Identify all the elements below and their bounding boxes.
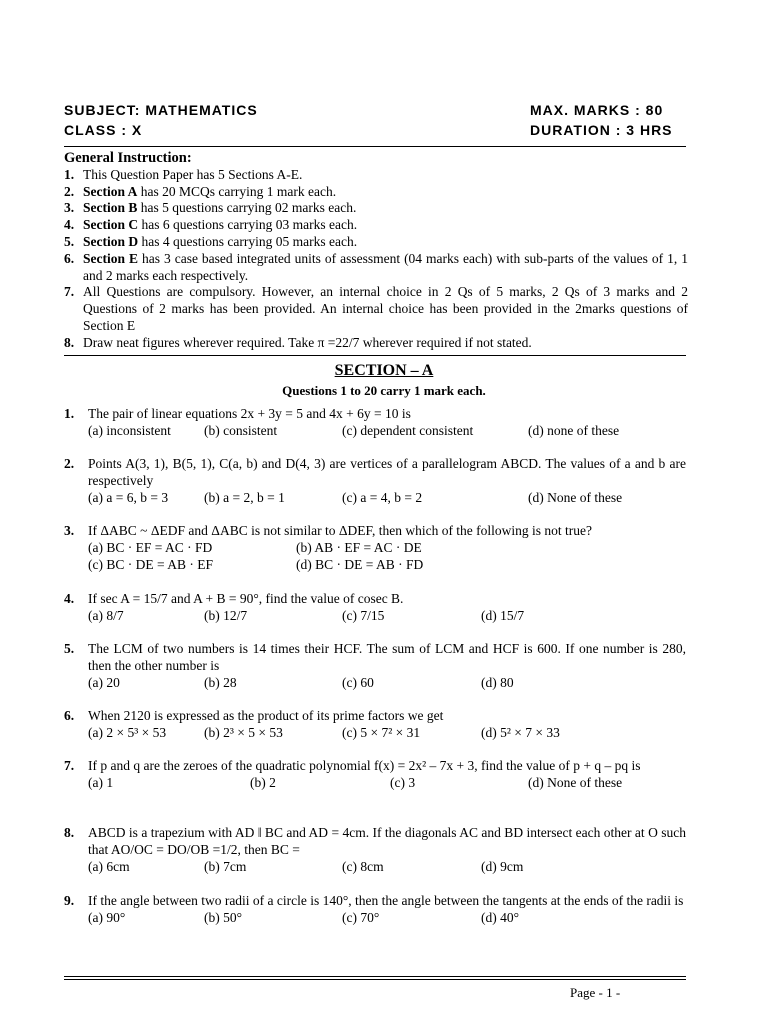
- option-c: (c) dependent consistent: [342, 422, 474, 438]
- instruction-number: 6.: [64, 250, 75, 266]
- instruction-bold: Section A: [83, 183, 138, 199]
- option-d: (d) 80: [481, 674, 514, 690]
- question-text: If the angle between two radii of a circle is 140°, then the angle between the tangents at the ends of the radii is: [88, 893, 684, 908]
- question-item: [64, 406, 686, 440]
- max-marks-label: MAX. MARKS : 80: [530, 102, 664, 118]
- question-item: [64, 825, 686, 876]
- question-text: If ΔABC ~ ΔEDF and ΔABC is not similar to ΔDEF, then which of the following is not true?: [88, 523, 593, 538]
- section-subtitle: Questions 1 to 20 carry 1 mark each.: [282, 383, 486, 398]
- question-number: 7.: [64, 758, 75, 773]
- question-options: [88, 775, 686, 792]
- instructions-title: General Instruction:: [64, 150, 192, 166]
- option-a: (a) BC · EF = AC · FD: [88, 539, 213, 555]
- instruction-item: [64, 200, 688, 217]
- option-c: (c) 70°: [342, 909, 380, 925]
- option-b: (b) 28: [204, 674, 237, 690]
- option-a: (a) a = 6, b = 3: [88, 489, 169, 505]
- instruction-number: 8.: [64, 334, 75, 350]
- option-a: (a) 20: [88, 674, 120, 690]
- instruction-text: has 4 questions carrying 05 marks each.: [138, 233, 358, 249]
- question-number: 9.: [64, 893, 75, 908]
- question-item: [64, 893, 686, 927]
- option-c: (c) BC · DE = AB · EF: [88, 556, 213, 572]
- instruction-number: 2.: [64, 183, 75, 199]
- option-d: (d) 15/7: [481, 607, 525, 623]
- instruction-text: has 5 questions carrying 02 marks each.: [137, 200, 357, 216]
- question-item: [64, 523, 686, 574]
- question-number: 4.: [64, 591, 75, 606]
- option-c: (c) 60: [342, 674, 374, 690]
- section-title-text: SECTION – A: [334, 362, 434, 379]
- question-text: The LCM of two numbers is 14 times their HCF. The sum of LCM and HCF is 600. If one number is 280, then the other number is: [88, 641, 686, 673]
- instruction-bold: Section E: [83, 250, 138, 266]
- option-a: (a) inconsistent: [88, 422, 171, 438]
- question-number: 8.: [64, 825, 75, 840]
- option-d: (d) 9cm: [481, 858, 524, 874]
- question-number: 6.: [64, 708, 75, 723]
- instruction-item: [64, 167, 688, 184]
- option-c: (c) 8cm: [342, 858, 384, 874]
- instruction-bold: Section D: [83, 233, 139, 249]
- question-options: [88, 910, 686, 927]
- question-options: [88, 540, 686, 557]
- question-options: [88, 423, 686, 440]
- option-b: (b) AB · EF = AC · DE: [296, 539, 422, 555]
- footer-rule-top: [64, 976, 686, 977]
- question-text: If p and q are the zeroes of the quadratic polynomial f(x) = 2x² – 7x + 3, find the value of p + q – pq is: [88, 758, 641, 773]
- option-d: (d) None of these: [528, 489, 623, 505]
- option-c: (c) 5 × 7² × 31: [342, 724, 421, 740]
- option-c: (c) a = 4, b = 2: [342, 489, 423, 505]
- option-a: (a) 8/7: [88, 607, 124, 623]
- option-d: (d) 5² × 7 × 33: [481, 724, 560, 740]
- instruction-item: [64, 217, 688, 234]
- question-text: The pair of linear equations 2x + 3y = 5 and 4x + 6y = 10 is: [88, 406, 411, 421]
- instruction-bold: Section B: [83, 200, 138, 216]
- option-a: (a) 6cm: [88, 858, 130, 874]
- option-a: (a) 2 × 5³ × 53: [88, 724, 167, 740]
- question-item: [64, 456, 686, 507]
- instruction-text: has 6 questions carrying 03 marks each.: [138, 217, 358, 233]
- option-b: (b) 2: [250, 774, 276, 790]
- question-text: When 2120 is expressed as the product of its prime factors we get: [88, 708, 444, 723]
- option-b: (b) 7cm: [204, 858, 247, 874]
- question-options: [88, 725, 686, 742]
- question-item: [64, 708, 686, 742]
- option-d: (d) none of these: [528, 422, 620, 438]
- question-item: [64, 641, 686, 692]
- question-text: Points A(3, 1), B(5, 1), C(a, b) and D(4, 3) are vertices of a parallelogram ABCD. The values of a and b are respectively: [88, 456, 686, 488]
- instruction-number: 1.: [64, 166, 75, 182]
- duration-label: DURATION : 3 HRS: [530, 122, 673, 138]
- option-c: (c) 3: [390, 774, 416, 790]
- instruction-text: has 3 case based integrated units of assessment (04 marks each) with sub-parts of the values of 1, 1 and 2 marks each respectively.: [83, 250, 688, 283]
- option-d: (d) None of these: [528, 774, 623, 790]
- question-options: [88, 859, 686, 876]
- footer-rule-bottom: [64, 979, 686, 980]
- instruction-item: [64, 234, 688, 251]
- instruction-item: [64, 335, 688, 352]
- section-title: [0, 362, 768, 380]
- instruction-text: This Question Paper has 5 Sections A-E.: [83, 166, 303, 182]
- question-text: If sec A = 15/7 and A + B = 90°, find the value of cosec B.: [88, 591, 404, 606]
- class-label: CLASS : X: [64, 122, 143, 138]
- question-number: 1.: [64, 406, 75, 421]
- option-b: (b) consistent: [204, 422, 278, 438]
- instruction-item: [64, 184, 688, 201]
- instruction-text: has 20 MCQs carrying 1 mark each.: [137, 183, 337, 199]
- instruction-number: 3.: [64, 200, 75, 216]
- option-b: (b) 2³ × 5 × 53: [204, 724, 283, 740]
- instruction-number: 4.: [64, 217, 75, 233]
- question-item: [64, 758, 686, 792]
- instructions-divider: [64, 355, 686, 356]
- general-instructions: [64, 150, 688, 352]
- page-number: Page - 1 -: [570, 985, 621, 1000]
- instruction-number: 5.: [64, 233, 75, 249]
- instruction-text: All Questions are compulsory. However, an internal choice in 2 Qs of 5 marks, 2 Qs of 3 marks and 2 Questions of 2 marks has been provided. An internal choice has been provided in the 2marks questions of Section E: [83, 284, 688, 333]
- option-b: (b) 50°: [204, 909, 243, 925]
- option-b: (b) a = 2, b = 1: [204, 489, 285, 505]
- instruction-bold: Section C: [83, 217, 139, 233]
- option-a: (a) 90°: [88, 909, 126, 925]
- question-number: 3.: [64, 523, 75, 538]
- instruction-text: Draw neat figures wherever required. Take π =22/7 wherever required if not stated.: [83, 334, 532, 350]
- option-d: (d) BC · DE = AB · FD: [296, 556, 424, 572]
- option-c: (c) 7/15: [342, 607, 385, 623]
- question-number: 2.: [64, 456, 75, 471]
- question-text: ABCD is a trapezium with AD ‖ BC and AD = 4cm. If the diagonals AC and BD intersect each other at O such that AO/OC = DO/OB =1/2, then BC =: [88, 825, 686, 857]
- question-options: [88, 490, 686, 507]
- question-options: [88, 608, 686, 625]
- header-divider: [64, 146, 686, 147]
- option-b: (b) 12/7: [204, 607, 248, 623]
- instruction-number: 7.: [64, 284, 75, 300]
- option-a: (a) 1: [88, 774, 114, 790]
- question-item: [64, 591, 686, 625]
- question-number: 5.: [64, 641, 75, 656]
- option-d: (d) 40°: [481, 909, 520, 925]
- instruction-item: [64, 251, 688, 285]
- subject-label: SUBJECT: MATHEMATICS: [64, 102, 258, 118]
- question-options: [88, 675, 686, 692]
- question-options: [88, 557, 686, 574]
- instruction-item: [64, 284, 688, 334]
